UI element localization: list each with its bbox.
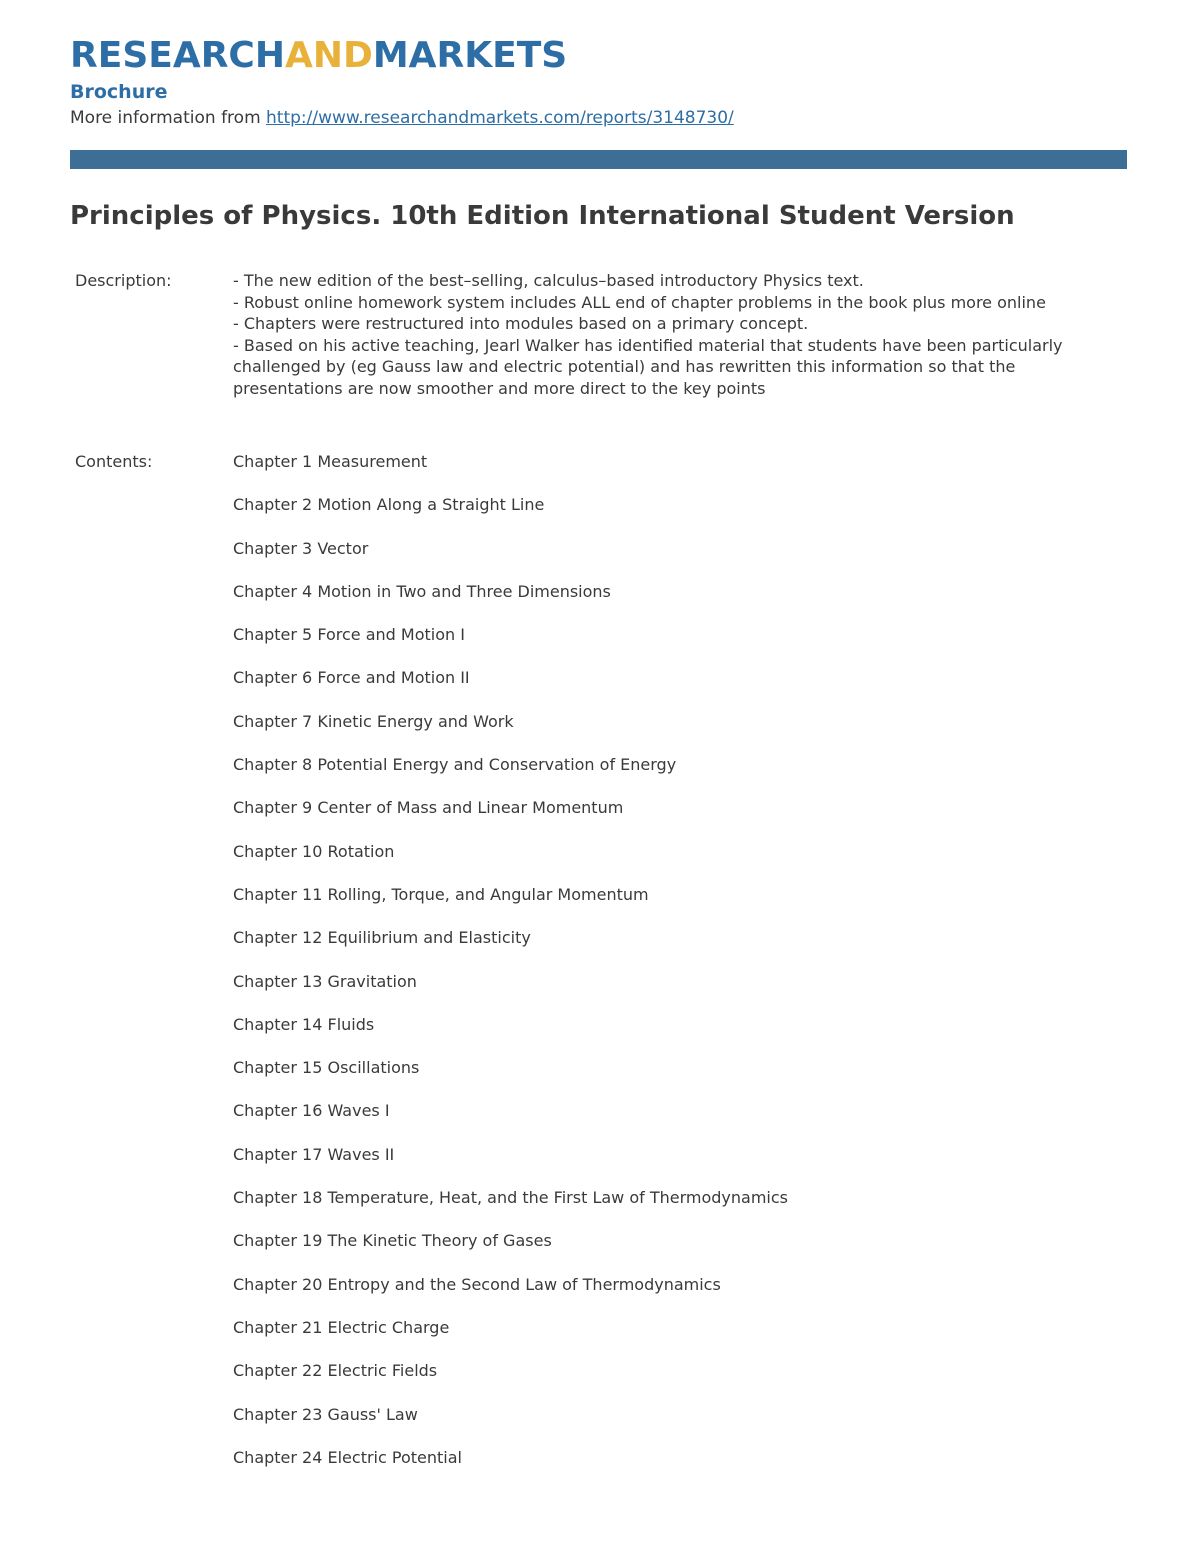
list-item: Chapter 8 Potential Energy and Conservation of Energy <box>233 755 677 775</box>
logo-research: RESEARCH <box>70 35 285 76</box>
description-line: challenged by (eg Gauss law and electric potential) and has rewritten this information so that the <box>233 357 1016 376</box>
chapter-list <box>233 451 788 1490</box>
list-item: Chapter 21 Electric Charge <box>233 1317 450 1337</box>
description-text <box>233 270 1093 399</box>
list-item: Chapter 14 Fluids <box>233 1014 375 1034</box>
list-item: Chapter 9 Center of Mass and Linear Momentum <box>233 798 624 818</box>
contents-label: Contents: <box>75 452 153 471</box>
description-line: - Chapters were restructured into modules based on a primary concept. <box>233 314 809 333</box>
list-item: Chapter 23 Gauss' Law <box>233 1404 418 1424</box>
description-line: - Based on his active teaching, Jearl Walker has identified material that students have been particularly <box>233 335 1063 355</box>
brochure-label: Brochure <box>70 81 168 103</box>
description-line: presentations are now smoother and more direct to the key points <box>233 378 766 398</box>
list-item: Chapter 3 Vector <box>233 538 369 558</box>
list-item: Chapter 4 Motion in Two and Three Dimensions <box>233 581 611 601</box>
list-item: Chapter 17 Waves II <box>233 1144 395 1164</box>
list-item: Chapter 18 Temperature, Heat, and the First Law of Thermodynamics <box>233 1188 788 1208</box>
list-item: Chapter 1 Measurement <box>233 452 428 471</box>
list-item: Chapter 22 Electric Fields <box>233 1361 438 1381</box>
logo-and: AND <box>284 35 373 76</box>
description-label: Description: <box>75 271 172 290</box>
list-item: Chapter 6 Force and Motion II <box>233 668 470 688</box>
list-item: Chapter 5 Force and Motion I <box>233 625 465 645</box>
description-line: - The new edition of the best–selling, calculus–based introductory Physics text. <box>233 271 864 290</box>
header-divider-bar <box>70 150 1127 169</box>
list-item: Chapter 16 Waves I <box>233 1101 390 1121</box>
list-item: Chapter 10 Rotation <box>233 841 395 861</box>
report-link[interactable]: http://www.researchandmarkets.com/reports/3148730/ <box>266 108 734 128</box>
list-item: Chapter 15 Oscillations <box>233 1058 420 1078</box>
page-title: Principles of Physics. 10th Edition International Student Version <box>70 201 1015 231</box>
brand-logo <box>70 34 567 78</box>
more-info-prefix: More information from <box>70 108 267 128</box>
list-item: Chapter 24 Electric Potential <box>233 1447 462 1467</box>
list-item: Chapter 19 The Kinetic Theory of Gases <box>233 1231 552 1251</box>
list-item: Chapter 20 Entropy and the Second Law of Thermodynamics <box>233 1274 721 1294</box>
list-item: Chapter 7 Kinetic Energy and Work <box>233 711 514 731</box>
description-line: - Robust online homework system includes ALL end of chapter problems in the book plus more online <box>233 292 1046 312</box>
list-item: Chapter 13 Gravitation <box>233 971 417 991</box>
logo-markets: MARKETS <box>372 35 568 76</box>
list-item: Chapter 12 Equilibrium and Elasticity <box>233 928 531 948</box>
list-item: Chapter 11 Rolling, Torque, and Angular Momentum <box>233 884 649 904</box>
more-info-line <box>70 107 734 129</box>
list-item: Chapter 2 Motion Along a Straight Line <box>233 495 545 515</box>
